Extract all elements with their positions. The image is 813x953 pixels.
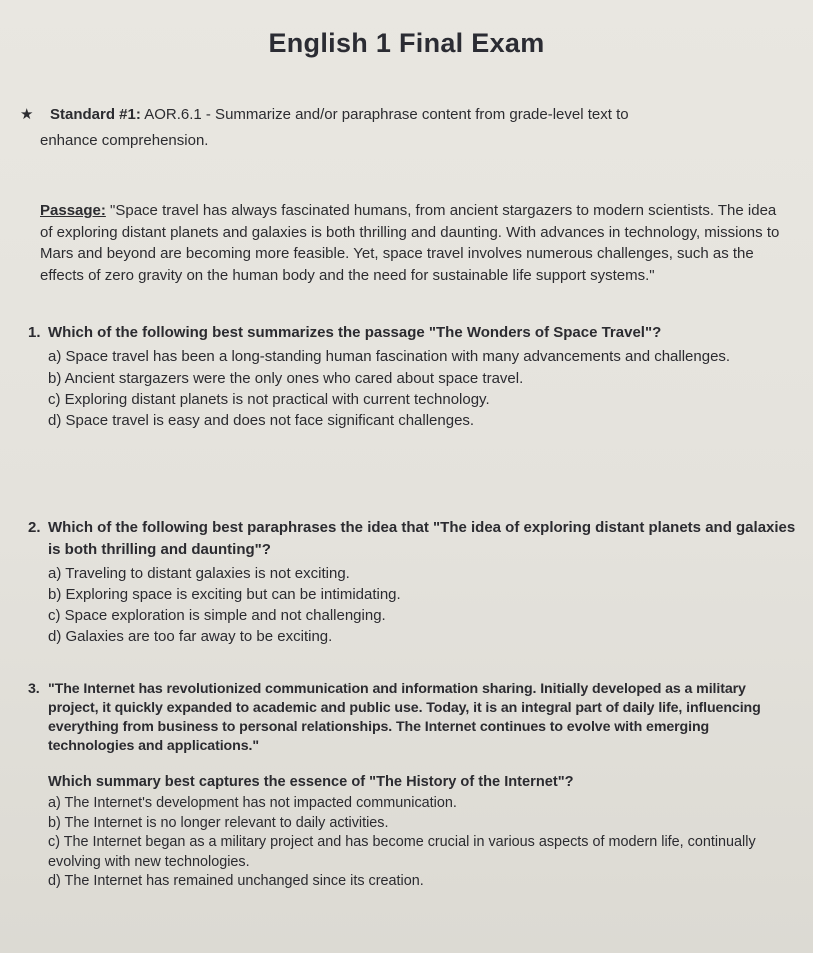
question-passage xyxy=(28,680,798,756)
question-text: Which of the following best summarizes the passage "The Wonders of Space Travel"? xyxy=(48,324,662,341)
standard-text-line1: AOR.6.1 - Summarize and/or paraphrase content from grade-level text to xyxy=(144,106,629,123)
question-1 xyxy=(28,322,798,431)
standard-text-line2: enhance comprehension. xyxy=(40,132,209,149)
answer-option-b[interactable]: b) Ancient stargazers were the only ones who cared about space travel. xyxy=(48,370,524,387)
answer-option-d[interactable]: d) Galaxies are too far away to be exciting. xyxy=(48,628,333,645)
question-2 xyxy=(28,517,798,647)
question-number: 3. xyxy=(28,681,40,697)
answer-option-a[interactable]: a) Space travel has been a long-standing human fascination with many advancements and challenges. xyxy=(48,348,731,365)
reading-passage xyxy=(40,200,790,286)
question-stem xyxy=(28,517,798,561)
answer-option-b[interactable]: b) Exploring space is exciting but can be intimidating. xyxy=(48,586,401,603)
question-3 xyxy=(28,680,798,892)
standard-block xyxy=(20,102,780,154)
answer-option-c[interactable]: c) Exploring distant planets is not practical with current technology. xyxy=(48,391,490,408)
exam-title: English 1 Final Exam xyxy=(268,28,545,58)
question-stem xyxy=(28,322,798,343)
answer-options xyxy=(28,794,798,892)
answer-options xyxy=(28,563,798,647)
question-text: Which summary best captures the essence of "The History of the Internet"? xyxy=(48,774,574,790)
question-text: Which of the following best paraphrases the idea that "The idea of exploring distant planets and galaxies is both thrilling and daunting"? xyxy=(48,519,796,558)
answer-option-c[interactable]: c) Space exploration is simple and not challenging. xyxy=(48,607,386,624)
passage-text: "Space travel has always fascinated humans, from ancient stargazers to modern scientists. The idea of exploring distant planets and galaxies is both thrilling and daunting. With advances in technology, missions to Mars and beyond are becoming more feasible. Yet, space travel involves numerous challenges, such as the effects of zero gravity on the human body and the need for sustainable life support systems." xyxy=(40,202,780,284)
question-number: 1. xyxy=(28,324,41,341)
standard-label: Standard #1: xyxy=(50,106,141,123)
question-passage-text: "The Internet has revolutionized communication and information sharing. Initially developed as a military project, it quickly expanded to academic and public use. Today, it is an integral part of daily life, influencing everything from business to personal relationships. The Internet continues to evolve with emerging technologies and applications." xyxy=(48,681,761,754)
answer-options xyxy=(28,346,798,431)
question-number: 2. xyxy=(28,519,41,536)
answer-option-d[interactable]: d) The Internet has remained unchanged since its creation. xyxy=(48,873,424,889)
answer-option-c[interactable]: c) The Internet began as a military project and has become crucial in various aspects of modern life, continually evolving with new technologies. xyxy=(48,834,756,870)
answer-option-a[interactable]: a) The Internet's development has not impacted communication. xyxy=(48,795,457,811)
answer-option-b[interactable]: b) The Internet is no longer relevant to daily activities. xyxy=(48,814,389,831)
answer-option-d[interactable]: d) Space travel is easy and does not face significant challenges. xyxy=(48,412,475,429)
answer-option-a[interactable]: a) Traveling to distant galaxies is not exciting. xyxy=(48,565,350,582)
passage-label: Passage: xyxy=(40,202,106,219)
star-icon: ★ xyxy=(20,106,34,123)
